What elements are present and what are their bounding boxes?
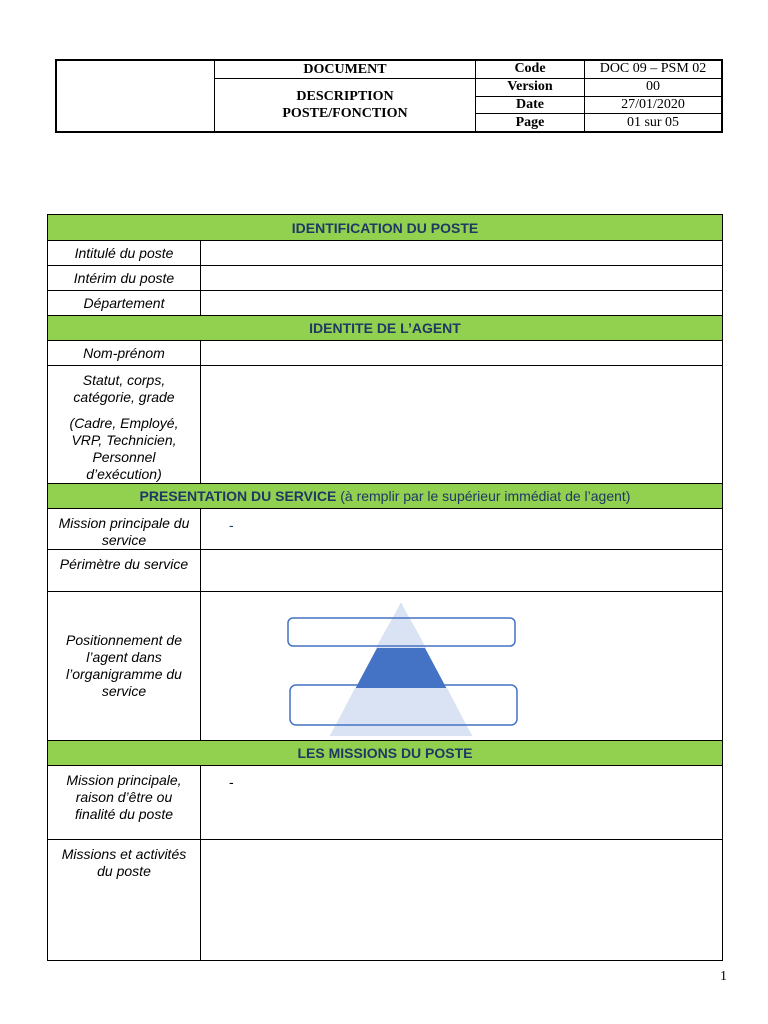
header-field-labels xyxy=(476,61,585,131)
date-value: 27/01/2020 xyxy=(585,97,721,115)
section-identite: IDENTITE DE L’AGENT xyxy=(48,316,723,341)
job-description-table xyxy=(47,214,723,961)
label-mission-service: Mission principale du service xyxy=(48,509,201,550)
date-label: Date xyxy=(476,97,584,115)
logo-cell xyxy=(57,61,215,131)
field-nom[interactable] xyxy=(201,341,723,366)
field-departement[interactable] xyxy=(201,291,723,316)
dash-poste: - xyxy=(229,774,234,790)
document-label: DOCUMENT xyxy=(215,61,475,79)
org-pyramid-diagram xyxy=(201,592,723,740)
code-label: Code xyxy=(476,61,584,79)
label-mission-poste: Mission principale, raison d’être ou finalité du poste xyxy=(48,766,201,840)
label-intitule: Intitulé du poste xyxy=(48,241,201,266)
field-missions-activites[interactable] xyxy=(201,840,723,961)
field-mission-service[interactable] xyxy=(201,509,723,550)
field-perimetre[interactable] xyxy=(201,550,723,592)
page-label: Page xyxy=(515,114,545,130)
section-missions: LES MISSIONS DU POSTE xyxy=(48,741,723,766)
page-number: 1 xyxy=(720,969,727,984)
header-field-values xyxy=(585,61,721,131)
section-presentation-title: PRESENTATION DU SERVICE xyxy=(139,488,337,504)
label-positionnement: Positionnement de l’agent dans l’organigramme du service xyxy=(48,592,201,741)
pyramid-lower-light-band xyxy=(330,688,472,736)
label-missions-activites: Missions et activités du poste xyxy=(48,840,201,961)
field-intitule[interactable] xyxy=(201,241,723,266)
version-label: Version xyxy=(476,79,584,97)
section-presentation-note: (à remplir par le supérieur immédiat de l’agent) xyxy=(340,488,631,504)
document-header xyxy=(55,59,723,133)
label-departement: Département xyxy=(48,291,201,316)
section-identification: IDENTIFICATION DU POSTE xyxy=(48,215,723,241)
label-nom: Nom-prénom xyxy=(48,341,201,366)
version-value: 00 xyxy=(585,79,721,97)
field-statut[interactable] xyxy=(201,366,723,484)
dash-service: - xyxy=(229,517,234,533)
label-perimetre: Périmètre du service xyxy=(48,550,201,592)
field-interim[interactable] xyxy=(201,266,723,291)
code-value: DOC 09 – PSM 02 xyxy=(585,61,721,79)
document-title-line1: DESCRIPTION xyxy=(296,89,394,104)
document-title-line2: POSTE/FONCTION xyxy=(282,106,408,121)
header-title-cell xyxy=(215,61,476,131)
page-value: 01 sur 05 xyxy=(626,114,680,130)
label-interim: Intérim du poste xyxy=(48,266,201,291)
field-mission-poste[interactable] xyxy=(201,766,723,840)
section-presentation xyxy=(48,484,723,509)
label-statut-note: (Cadre, Employé, VRP, Technicien, Personnel d’exécution) xyxy=(69,415,179,482)
label-statut: Statut, corps, catégorie, grade xyxy=(73,372,175,405)
org-chart-cell xyxy=(201,592,723,741)
document-title xyxy=(215,79,475,131)
label-statut-cell xyxy=(48,366,201,484)
